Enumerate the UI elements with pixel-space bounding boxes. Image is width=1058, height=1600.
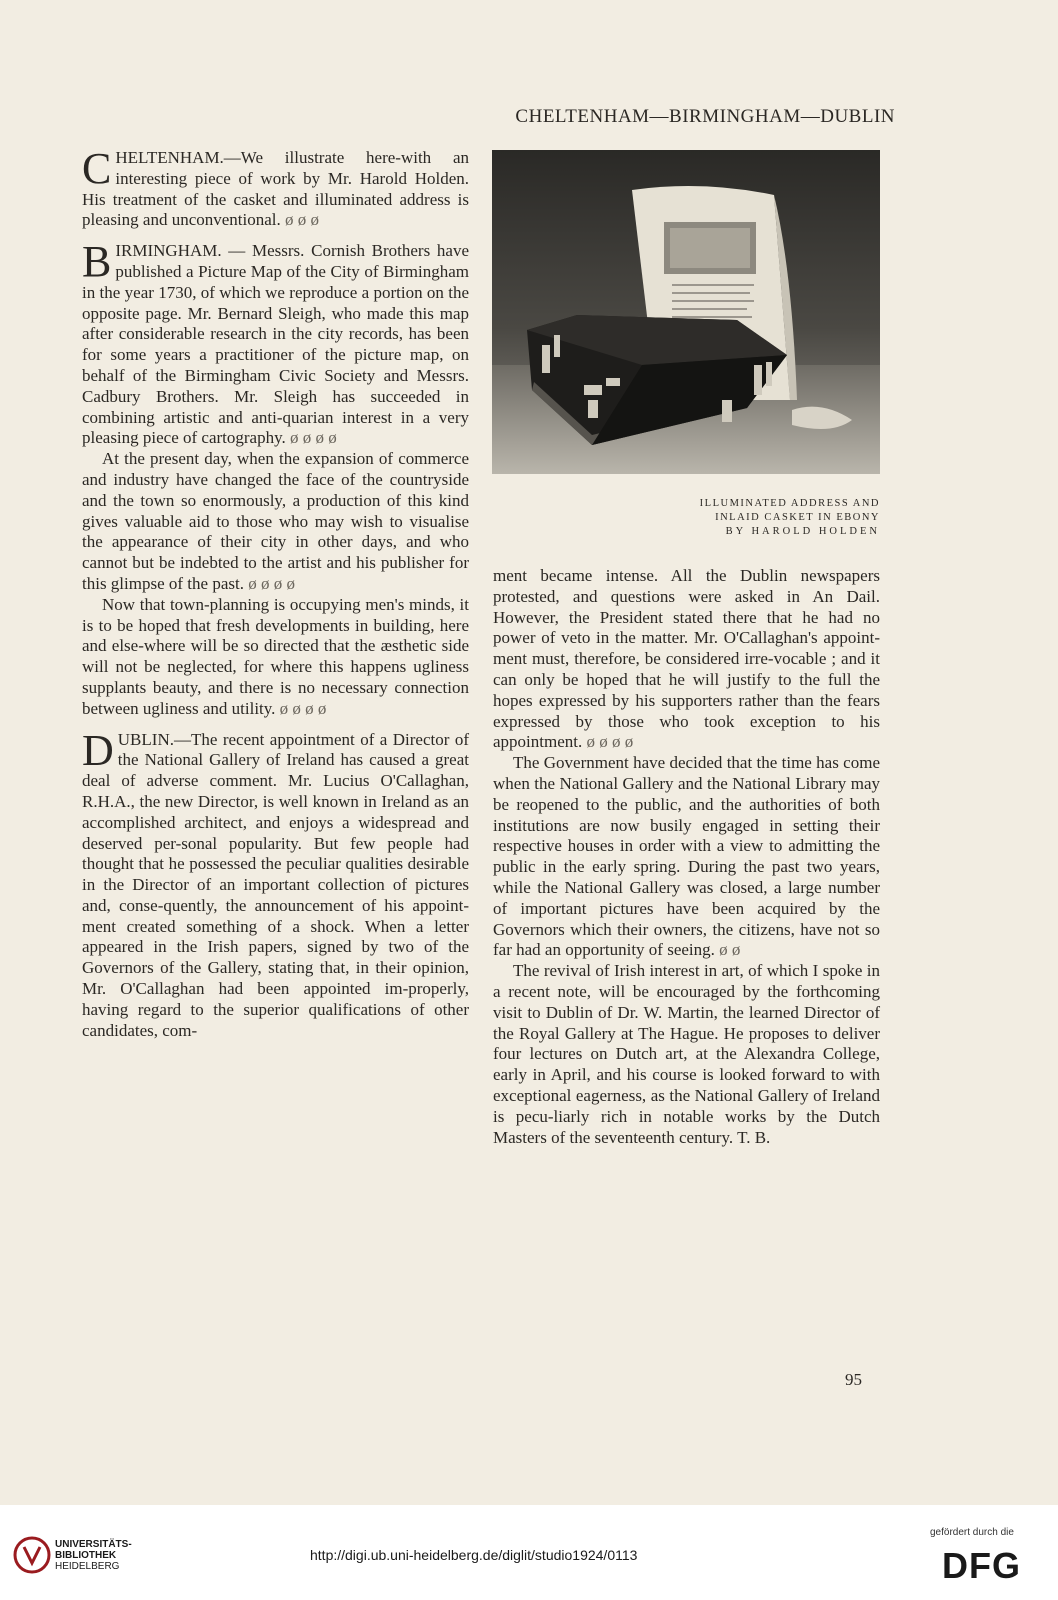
- cheltenham-paragraph: [82, 144, 469, 231]
- left-column: [82, 144, 469, 1041]
- library-name-line: HEIDELBERG: [55, 1561, 120, 1572]
- paragraph-end-marks: ø ø: [719, 940, 741, 960]
- page-number: 95: [845, 1370, 862, 1389]
- signature: T. B.: [737, 1127, 771, 1147]
- dropcap: D: [82, 725, 114, 775]
- casket-photo-illustration: [492, 150, 880, 474]
- right-column: [493, 566, 880, 1148]
- dublin-continued-paragraph: [493, 566, 880, 753]
- paragraph-end-marks: ø ø ø ø: [290, 428, 337, 448]
- birmingham-paragraph: [82, 237, 469, 449]
- paragraph-end-marks: ø ø ø ø: [279, 698, 327, 718]
- paragraph-text: UBLIN.—The recent appointment of a Director of the National Gallery of Ireland has caused a great deal of adverse comment. Mr. Lucius O'Callaghan, R.H.A., the new Director, is well known in Ireland as an accomplished architect, and enjoys a widespread and deserved per-sonal popularity. But few people had thought that he possessed the peculiar qualities desirable in the Director of an important collection of pictures and, conse-quently, the announcement of his appoint-ment created something of a shock. When a letter appeared in the Irish papers, signed by two of the Governors of the Gallery, stating that, in their opinion, Mr. O'Callaghan had been appointed im-properly, having regard to the superior qualifications of other candidates, com-: [82, 729, 469, 1040]
- source-url-link[interactable]: http://digi.ub.uni-heidelberg.de/diglit/studio1924/0113: [310, 1547, 638, 1563]
- paragraph-end-marks: ø ø ø ø: [586, 732, 634, 752]
- birmingham-paragraph-3: [82, 595, 469, 720]
- paragraph-text: The Government have decided that the time has come when the National Gallery and the National Library may be reopened to the public, and the authorities of both institutions are now busily engaged in setting their respective houses in order with a view to admitting the public in the early spring. During the past two years, while the National Gallery was closed, a large number of important pictures have been acquired by the Governors which their owners, the citizens, have not so far had an opportunity of seeing.: [493, 753, 880, 960]
- paragraph-text: ment became intense. All the Dublin newspapers protested, and questions were asked in An Dail. However, the President stated there that he had no power of veto in the matter. Mr. O'Callaghan's appoint-ment must, therefore, be considered irre-vocable ; and it can only be hoped that he will justify to the full the hopes expressed by his supporters rather than the fears expressed by those who took exception to his appointment.: [493, 566, 880, 752]
- library-name: [55, 1539, 132, 1572]
- funder-label: gefördert durch die: [930, 1527, 1014, 1538]
- birmingham-paragraph-2: [82, 449, 469, 595]
- irish-interest-paragraph: [493, 961, 880, 1148]
- caption-line: BY HAROLD HOLDEN: [725, 526, 880, 537]
- dfg-logo: DFG: [942, 1545, 1021, 1586]
- casket-photograph: [492, 150, 880, 474]
- caption-line: ILLUMINATED ADDRESS AND: [699, 498, 880, 509]
- dublin-paragraph: [82, 725, 469, 1042]
- digitization-footer: [0, 1505, 1058, 1600]
- figure-caption: [560, 497, 880, 539]
- paragraph-end-marks: ø ø ø ø: [248, 573, 295, 593]
- dropcap: B: [82, 237, 112, 287]
- library-name-line: UNIVERSITÄTS-: [55, 1539, 132, 1550]
- library-name-line: BIBLIOTHEK: [55, 1550, 117, 1561]
- paragraph-text: Now that town-planning is occupying men's minds, it is to be hoped that fresh developments in building, here and else-where will be so directed that the æsthetic side will not be neglected, for where this happens ugliness supplants beauty, and there is no necessary connection between ugliness and utility.: [82, 594, 469, 718]
- paragraph-text: The revival of Irish interest in art, of which I spoke in a recent note, will be encouraged by the forthcoming visit to Dublin of Dr. W. Martin, the learned Director of the Royal Gallery at The Hague. He proposes to deliver four lectures on Dutch art, at the Alexandra College, early in April, and his course is looked forward to with exceptional eagerness, as the National Gallery of Ireland is pecu-liarly rich in notable works by the Dutch Masters of the seventeenth century.: [493, 961, 880, 1147]
- national-gallery-paragraph: [493, 753, 880, 961]
- paragraph-text: IRMINGHAM. — Messrs. Cornish Brothers have published a Picture Map of the City of Birmingham in the year 1730, of which we reproduce a portion on the opposite page. Mr. Bernard Sleigh, who made this map after considerable research in the city records, has been for some years a practitioner of the picture map, on behalf of the Birmingham Civic Society and Messrs. Cadbury Brothers. Mr. Sleigh has succeeded in combining artistic and anti-quarian interest in a very pleasing piece of cartography.: [82, 241, 469, 448]
- paragraph-text: At the present day, when the expansion of commerce and industry have changed the face of the countryside and the town so enormously, a production of this kind gives valuable aid to those who may wish to visualise the appearance of their city in other days, and who cannot but be indebted to the artist and his publisher for this glimpse of the past.: [82, 449, 469, 593]
- paragraph-text: HELTENHAM.—We illustrate here-with an interesting piece of work by Mr. Harold Holden. His treatment of the casket and illuminated address is pleasing and unconventional.: [82, 148, 469, 230]
- caption-line: INLAID CASKET IN EBONY: [715, 512, 880, 523]
- running-head: CHELTENHAM—BIRMINGHAM—DUBLIN: [515, 106, 895, 127]
- dropcap: C: [82, 144, 112, 193]
- paragraph-end-marks: ø ø ø: [285, 210, 320, 230]
